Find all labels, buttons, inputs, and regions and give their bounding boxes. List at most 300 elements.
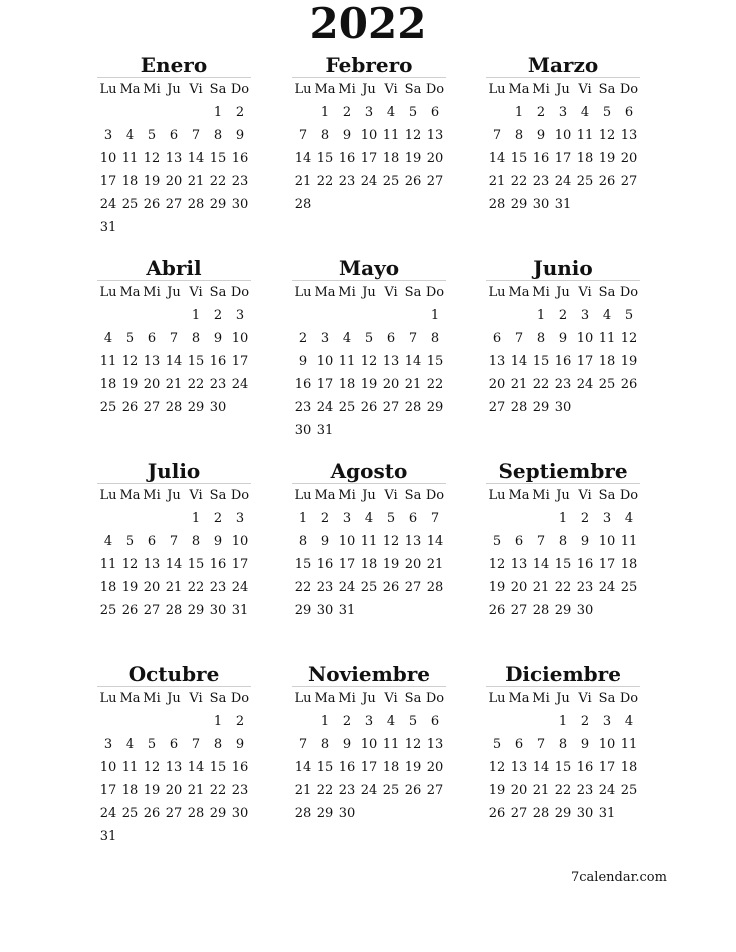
day-cell: 2 [580, 714, 590, 729]
day-cell: 20 [165, 174, 183, 189]
day-cell: 24 [338, 580, 356, 595]
day-cell: 18 [338, 377, 356, 392]
day-cell: 22 [316, 174, 334, 189]
weekday-header: Sa [404, 488, 422, 503]
weekday-header: Sa [598, 691, 616, 706]
day-cell: 5 [408, 714, 418, 729]
day-cell: 5 [492, 737, 502, 752]
weekday-header: Ma [119, 285, 141, 300]
weekday-header: Do [425, 691, 445, 706]
day-cell: 13 [510, 760, 528, 775]
day-cell: 1 [320, 714, 330, 729]
day-cell: 3 [364, 105, 374, 120]
day-cell: 29 [209, 197, 227, 212]
day-cell: 10 [99, 760, 117, 775]
day-cell: 16 [338, 151, 356, 166]
day-cell: 21 [532, 783, 550, 798]
day-cell: 4 [364, 511, 374, 526]
day-cell: 30 [316, 603, 334, 618]
day-cell: 23 [554, 377, 572, 392]
day-cell: 15 [187, 557, 205, 572]
day-cell: 25 [338, 400, 356, 415]
day-cell: 21 [165, 377, 183, 392]
day-cell: 12 [488, 557, 506, 572]
day-cell: 21 [187, 174, 205, 189]
day-cell: 9 [580, 534, 590, 549]
day-cell: 9 [298, 354, 308, 369]
weekday-header: Mi [338, 488, 356, 503]
weekday-header: Do [230, 285, 250, 300]
day-cell: 27 [382, 400, 400, 415]
day-cell: 10 [576, 331, 594, 346]
weekday-header: Vi [384, 285, 398, 300]
day-cell: 21 [187, 783, 205, 798]
day-cell: 7 [298, 737, 308, 752]
day-cell: 22 [187, 377, 205, 392]
day-cell: 3 [235, 308, 245, 323]
weekday-header: Vi [189, 285, 203, 300]
day-cell: 21 [510, 377, 528, 392]
day-grid [486, 484, 640, 622]
day-cell: 19 [488, 580, 506, 595]
weekday-header: Lu [294, 82, 312, 97]
day-cell: 3 [103, 128, 113, 143]
day-cell: 14 [488, 151, 506, 166]
day-cell: 12 [121, 557, 139, 572]
day-cell: 16 [209, 557, 227, 572]
weekday-header: Lu [99, 488, 117, 503]
day-cell: 2 [213, 308, 223, 323]
weekday-header: Mi [338, 285, 356, 300]
day-cell: 23 [231, 174, 249, 189]
month-abril [97, 256, 251, 419]
weekday-header: Ju [362, 488, 376, 503]
weekday-header: Mi [143, 691, 161, 706]
day-cell: 3 [580, 308, 590, 323]
day-cell: 25 [620, 580, 638, 595]
weekday-header: Lu [294, 691, 312, 706]
day-cell: 12 [598, 128, 616, 143]
day-cell: 24 [598, 783, 616, 798]
day-cell: 26 [382, 580, 400, 595]
day-cell: 13 [143, 354, 161, 369]
month-junio [486, 256, 640, 419]
weekday-header: Ma [508, 82, 530, 97]
day-cell: 18 [99, 377, 117, 392]
day-cell: 14 [404, 354, 422, 369]
day-cell: 29 [316, 806, 334, 821]
day-cell: 9 [342, 128, 352, 143]
day-cell: 15 [187, 354, 205, 369]
weekday-header: Lu [488, 691, 506, 706]
day-cell: 8 [320, 128, 330, 143]
day-cell: 15 [426, 354, 444, 369]
weekday-header: Lu [488, 488, 506, 503]
day-cell: 26 [488, 806, 506, 821]
day-cell: 17 [598, 557, 616, 572]
month-name: Junio [533, 256, 593, 280]
day-cell: 4 [125, 737, 135, 752]
month-name: Marzo [527, 53, 599, 77]
day-cell: 24 [360, 783, 378, 798]
day-cell: 22 [294, 580, 312, 595]
day-cell: 10 [231, 534, 249, 549]
day-cell: 27 [404, 580, 422, 595]
day-cell: 6 [514, 737, 524, 752]
day-cell: 16 [532, 151, 550, 166]
weekday-header: Sa [209, 285, 227, 300]
day-cell: 15 [316, 760, 334, 775]
day-cell: 27 [143, 400, 161, 415]
day-cell: 29 [187, 400, 205, 415]
day-cell: 23 [316, 580, 334, 595]
weekday-header: Ma [314, 691, 336, 706]
day-cell: 7 [169, 331, 179, 346]
day-cell: 22 [554, 580, 572, 595]
day-cell: 12 [143, 151, 161, 166]
day-cell: 28 [187, 806, 205, 821]
day-cell: 9 [213, 331, 223, 346]
day-cell: 3 [364, 714, 374, 729]
day-cell: 25 [620, 783, 638, 798]
day-cell: 1 [191, 511, 201, 526]
day-cell: 26 [404, 174, 422, 189]
weekday-header: Vi [189, 691, 203, 706]
weekday-header: Do [425, 488, 445, 503]
day-cell: 12 [404, 128, 422, 143]
day-cell: 28 [532, 603, 550, 618]
day-cell: 21 [404, 377, 422, 392]
day-cell: 20 [143, 580, 161, 595]
day-cell: 27 [510, 603, 528, 618]
day-cell: 23 [294, 400, 312, 415]
day-cell: 18 [598, 354, 616, 369]
day-cell: 8 [298, 534, 308, 549]
day-cell: 8 [320, 737, 330, 752]
day-cell: 13 [510, 557, 528, 572]
day-cell: 1 [430, 308, 440, 323]
day-cell: 18 [620, 760, 638, 775]
day-cell: 16 [316, 557, 334, 572]
day-cell: 3 [342, 511, 352, 526]
weekday-header: Sa [598, 285, 616, 300]
day-cell: 14 [426, 534, 444, 549]
day-cell: 19 [121, 377, 139, 392]
day-cell: 12 [382, 534, 400, 549]
day-cell: 26 [488, 603, 506, 618]
day-cell: 19 [488, 783, 506, 798]
day-cell: 6 [492, 331, 502, 346]
day-cell: 20 [165, 783, 183, 798]
day-cell: 6 [386, 331, 396, 346]
day-cell: 3 [103, 737, 113, 752]
day-cell: 20 [510, 783, 528, 798]
day-cell: 16 [294, 377, 312, 392]
month-septiembre [486, 459, 640, 622]
day-cell: 5 [492, 534, 502, 549]
weekday-header: Lu [99, 285, 117, 300]
weekday-header: Mi [532, 285, 550, 300]
weekday-header: Lu [294, 285, 312, 300]
day-cell: 10 [99, 151, 117, 166]
month-febrero [292, 53, 446, 216]
day-cell: 16 [231, 151, 249, 166]
day-cell: 2 [342, 105, 352, 120]
day-cell: 10 [360, 128, 378, 143]
day-cell: 17 [338, 557, 356, 572]
day-cell: 12 [488, 760, 506, 775]
day-cell: 17 [598, 760, 616, 775]
day-cell: 7 [169, 534, 179, 549]
weekday-header: Vi [384, 691, 398, 706]
day-cell: 3 [602, 714, 612, 729]
day-cell: 10 [598, 737, 616, 752]
day-cell: 22 [209, 783, 227, 798]
day-cell: 5 [624, 308, 634, 323]
year-title: 2022 [309, 0, 427, 48]
day-cell: 29 [187, 603, 205, 618]
day-cell: 18 [382, 760, 400, 775]
weekday-header: Ju [167, 691, 181, 706]
weekday-header: Mi [532, 82, 550, 97]
day-cell: 11 [121, 151, 139, 166]
weekday-header: Vi [578, 285, 592, 300]
day-cell: 11 [382, 737, 400, 752]
day-cell: 6 [408, 511, 418, 526]
day-cell: 20 [404, 557, 422, 572]
day-cell: 18 [121, 174, 139, 189]
weekday-header: Vi [384, 488, 398, 503]
day-cell: 26 [121, 400, 139, 415]
day-cell: 24 [316, 400, 334, 415]
weekday-header: Ma [119, 82, 141, 97]
day-cell: 28 [404, 400, 422, 415]
day-cell: 19 [360, 377, 378, 392]
day-cell: 16 [338, 760, 356, 775]
day-cell: 16 [576, 760, 594, 775]
day-cell: 30 [209, 603, 227, 618]
day-cell: 20 [488, 377, 506, 392]
day-cell: 9 [213, 534, 223, 549]
weekday-header: Do [619, 488, 639, 503]
day-cell: 13 [165, 760, 183, 775]
day-grid [486, 281, 640, 419]
day-cell: 31 [99, 220, 117, 235]
day-cell: 12 [360, 354, 378, 369]
weekday-header: Do [230, 82, 250, 97]
day-cell: 4 [342, 331, 352, 346]
weekday-header: Ma [119, 691, 141, 706]
day-cell: 20 [426, 151, 444, 166]
month-name: Julio [147, 459, 201, 483]
day-cell: 6 [514, 534, 524, 549]
day-cell: 14 [510, 354, 528, 369]
day-cell: 14 [165, 557, 183, 572]
day-cell: 19 [598, 151, 616, 166]
day-cell: 31 [99, 829, 117, 844]
day-cell: 11 [382, 128, 400, 143]
day-cell: 25 [121, 806, 139, 821]
day-cell: 5 [386, 511, 396, 526]
day-cell: 13 [426, 128, 444, 143]
day-cell: 25 [360, 580, 378, 595]
day-cell: 21 [426, 557, 444, 572]
weekday-header: Ma [314, 285, 336, 300]
weekday-header: Vi [384, 82, 398, 97]
day-cell: 7 [514, 331, 524, 346]
day-cell: 25 [598, 377, 616, 392]
day-cell: 26 [143, 197, 161, 212]
day-grid [486, 78, 640, 216]
weekday-header: Sa [404, 82, 422, 97]
day-cell: 17 [231, 557, 249, 572]
day-cell: 29 [209, 806, 227, 821]
weekday-header: Do [619, 82, 639, 97]
day-cell: 20 [510, 580, 528, 595]
weekday-header: Ma [119, 488, 141, 503]
day-cell: 5 [125, 331, 135, 346]
day-cell: 23 [231, 783, 249, 798]
day-cell: 3 [602, 511, 612, 526]
day-cell: 7 [430, 511, 440, 526]
day-cell: 28 [532, 806, 550, 821]
day-cell: 27 [426, 783, 444, 798]
weekday-header: Ju [362, 285, 376, 300]
day-cell: 24 [598, 580, 616, 595]
month-name: Noviembre [308, 662, 430, 686]
weekday-header: Do [230, 691, 250, 706]
weekday-header: Lu [294, 488, 312, 503]
day-cell: 22 [187, 580, 205, 595]
day-cell: 18 [99, 580, 117, 595]
day-cell: 24 [99, 806, 117, 821]
month-name: Abril [146, 256, 202, 280]
day-cell: 7 [191, 737, 201, 752]
day-cell: 7 [536, 534, 546, 549]
day-cell: 18 [382, 151, 400, 166]
weekday-header: Mi [532, 691, 550, 706]
weekday-header: Mi [532, 488, 550, 503]
day-cell: 2 [536, 105, 546, 120]
day-cell: 1 [213, 714, 223, 729]
day-cell: 24 [554, 174, 572, 189]
weekday-header: Ju [556, 488, 570, 503]
day-cell: 5 [147, 128, 157, 143]
day-cell: 23 [338, 174, 356, 189]
weekday-header: Ma [314, 82, 336, 97]
month-octubre [97, 662, 251, 848]
month-name: Mayo [338, 256, 400, 280]
day-cell: 25 [576, 174, 594, 189]
day-cell: 27 [510, 806, 528, 821]
day-cell: 14 [187, 151, 205, 166]
day-cell: 25 [99, 400, 117, 415]
day-cell: 26 [620, 377, 638, 392]
day-cell: 28 [187, 197, 205, 212]
day-cell: 26 [143, 806, 161, 821]
day-cell: 21 [294, 174, 312, 189]
day-cell: 1 [536, 308, 546, 323]
day-cell: 15 [554, 760, 572, 775]
day-cell: 6 [147, 534, 157, 549]
day-cell: 24 [231, 580, 249, 595]
day-cell: 18 [576, 151, 594, 166]
day-cell: 16 [576, 557, 594, 572]
day-cell: 8 [558, 737, 568, 752]
day-cell: 10 [316, 354, 334, 369]
day-cell: 8 [191, 534, 201, 549]
day-cell: 9 [536, 128, 546, 143]
day-cell: 24 [99, 197, 117, 212]
footer-credit: 7calendar.com [571, 870, 667, 885]
day-cell: 10 [338, 534, 356, 549]
day-cell: 4 [125, 128, 135, 143]
day-cell: 24 [576, 377, 594, 392]
day-cell: 27 [165, 197, 183, 212]
weekday-header: Lu [99, 82, 117, 97]
day-cell: 11 [99, 354, 117, 369]
month-marzo [486, 53, 640, 216]
day-cell: 24 [360, 174, 378, 189]
day-cell: 18 [360, 557, 378, 572]
day-cell: 12 [121, 354, 139, 369]
day-cell: 11 [360, 534, 378, 549]
day-cell: 12 [404, 737, 422, 752]
day-cell: 25 [121, 197, 139, 212]
weekday-header: Mi [143, 285, 161, 300]
day-cell: 1 [558, 714, 568, 729]
day-grid [97, 484, 251, 622]
day-cell: 3 [320, 331, 330, 346]
day-cell: 30 [231, 806, 249, 821]
month-enero [97, 53, 251, 239]
day-cell: 26 [598, 174, 616, 189]
day-cell: 31 [316, 423, 334, 438]
day-cell: 29 [532, 400, 550, 415]
day-cell: 26 [121, 603, 139, 618]
day-cell: 6 [624, 105, 634, 120]
day-cell: 14 [294, 151, 312, 166]
weekday-header: Lu [99, 691, 117, 706]
weekday-header: Do [230, 488, 250, 503]
weekday-header: Ju [362, 691, 376, 706]
day-cell: 11 [576, 128, 594, 143]
weekday-header: Do [619, 691, 639, 706]
day-cell: 5 [408, 105, 418, 120]
day-cell: 4 [103, 331, 113, 346]
month-noviembre [292, 662, 446, 825]
weekday-header: Vi [189, 488, 203, 503]
weekday-header: Ju [167, 488, 181, 503]
day-cell: 30 [294, 423, 312, 438]
day-cell: 17 [99, 174, 117, 189]
day-cell: 16 [554, 354, 572, 369]
day-cell: 4 [580, 105, 590, 120]
day-cell: 9 [342, 737, 352, 752]
day-cell: 26 [360, 400, 378, 415]
day-cell: 13 [426, 737, 444, 752]
day-cell: 3 [558, 105, 568, 120]
day-cell: 30 [576, 603, 594, 618]
day-cell: 28 [488, 197, 506, 212]
weekday-header: Do [619, 285, 639, 300]
day-cell: 19 [382, 557, 400, 572]
day-cell: 8 [514, 128, 524, 143]
day-cell: 9 [320, 534, 330, 549]
day-cell: 15 [510, 151, 528, 166]
day-cell: 22 [510, 174, 528, 189]
day-cell: 11 [620, 534, 638, 549]
